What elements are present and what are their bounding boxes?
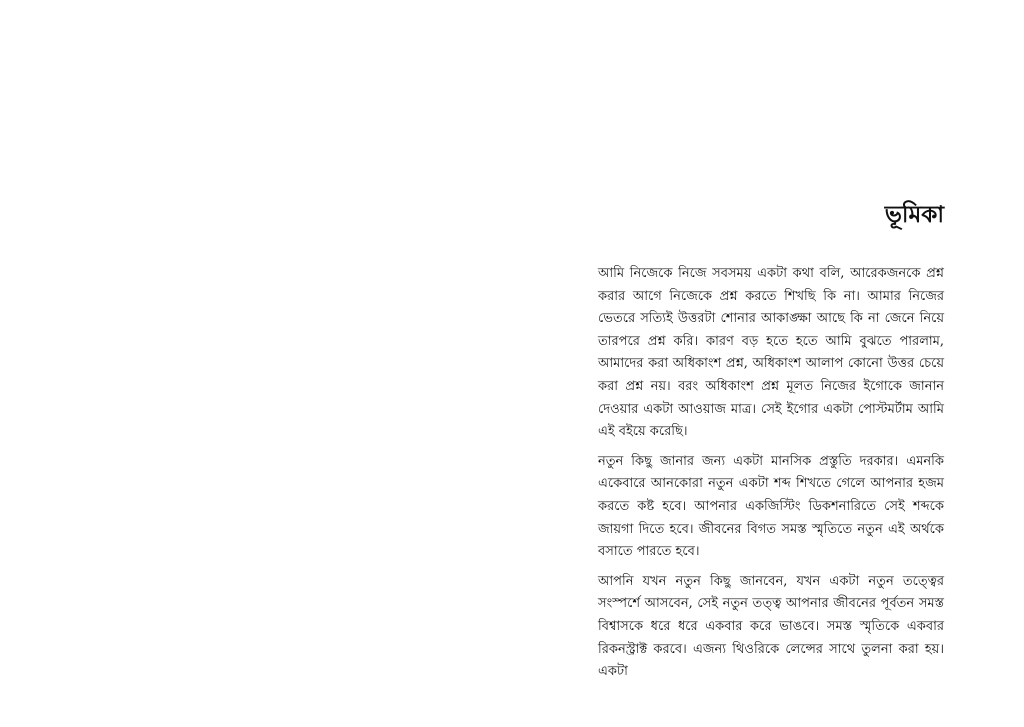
- page-heading: ভূমিকা: [884, 201, 944, 228]
- body-text: [598, 263, 944, 691]
- book-page: [598, 0, 944, 727]
- paragraph: নতুন কিছু জানার জন্য একটা মানসিক প্রস্তুতি দরকার। এমনকি একেবারে আনকোরা নতুন একটা শব্দ শিখতে গেলে আপনার হজম করতে কষ্ট হবে। আপনার একজিস্টিং ডিকশনারিতে সেই শব্দকে জায়গা দিতে হবে। জীবনের বিগত সমস্ত স্মৃতিতে নতুন এই অর্থকে বসাতে পারতে হবে।: [598, 453, 944, 560]
- paragraph: আপনি যখন নতুন কিছু জানবেন, যখন একটা নতুন তত্ত্বের সংস্পর্শে আসবেন, সেই নতুন তত্ত্ব আপনার জীবনের পূর্বতন সমস্ত বিশ্বাসকে ধরে ধরে একবার করে ভাঙবে। সমস্ত স্মৃতিকে একবার রিকনস্ট্রাক্ট করবে। এজন্য থিওরিকে লেন্সের সাথে তুলনা করা হয়। একটা: [598, 573, 944, 680]
- paragraph: আমি নিজেকে নিজে সবসময় একটা কথা বলি, আরেকজনকে প্রশ্ন করার আগে নিজেকে প্রশ্ন করতে শিখছি কি না। আমার নিজের ভেতরে সত্যিই উত্তরটা শোনার আকাঙ্ক্ষা আছে কি না জেনে নিয়ে তারপরে প্রশ্ন করি। কারণ বড় হতে হতে আমি বুঝতে পারলাম, আমাদের করা অধিকাংশ প্রশ্ন, অধিকাংশ আলাপ কোনো উত্তর চেয়ে করা প্রশ্ন নয়। বরং অধিকাংশ প্রশ্ন মূলত নিজের ইগোকে জানান দেওয়ার একটা আওয়াজ মাত্র। সেই ইগোর একটা পোস্টমর্টাম আমি এই বইয়ে করেছি।: [598, 266, 944, 440]
